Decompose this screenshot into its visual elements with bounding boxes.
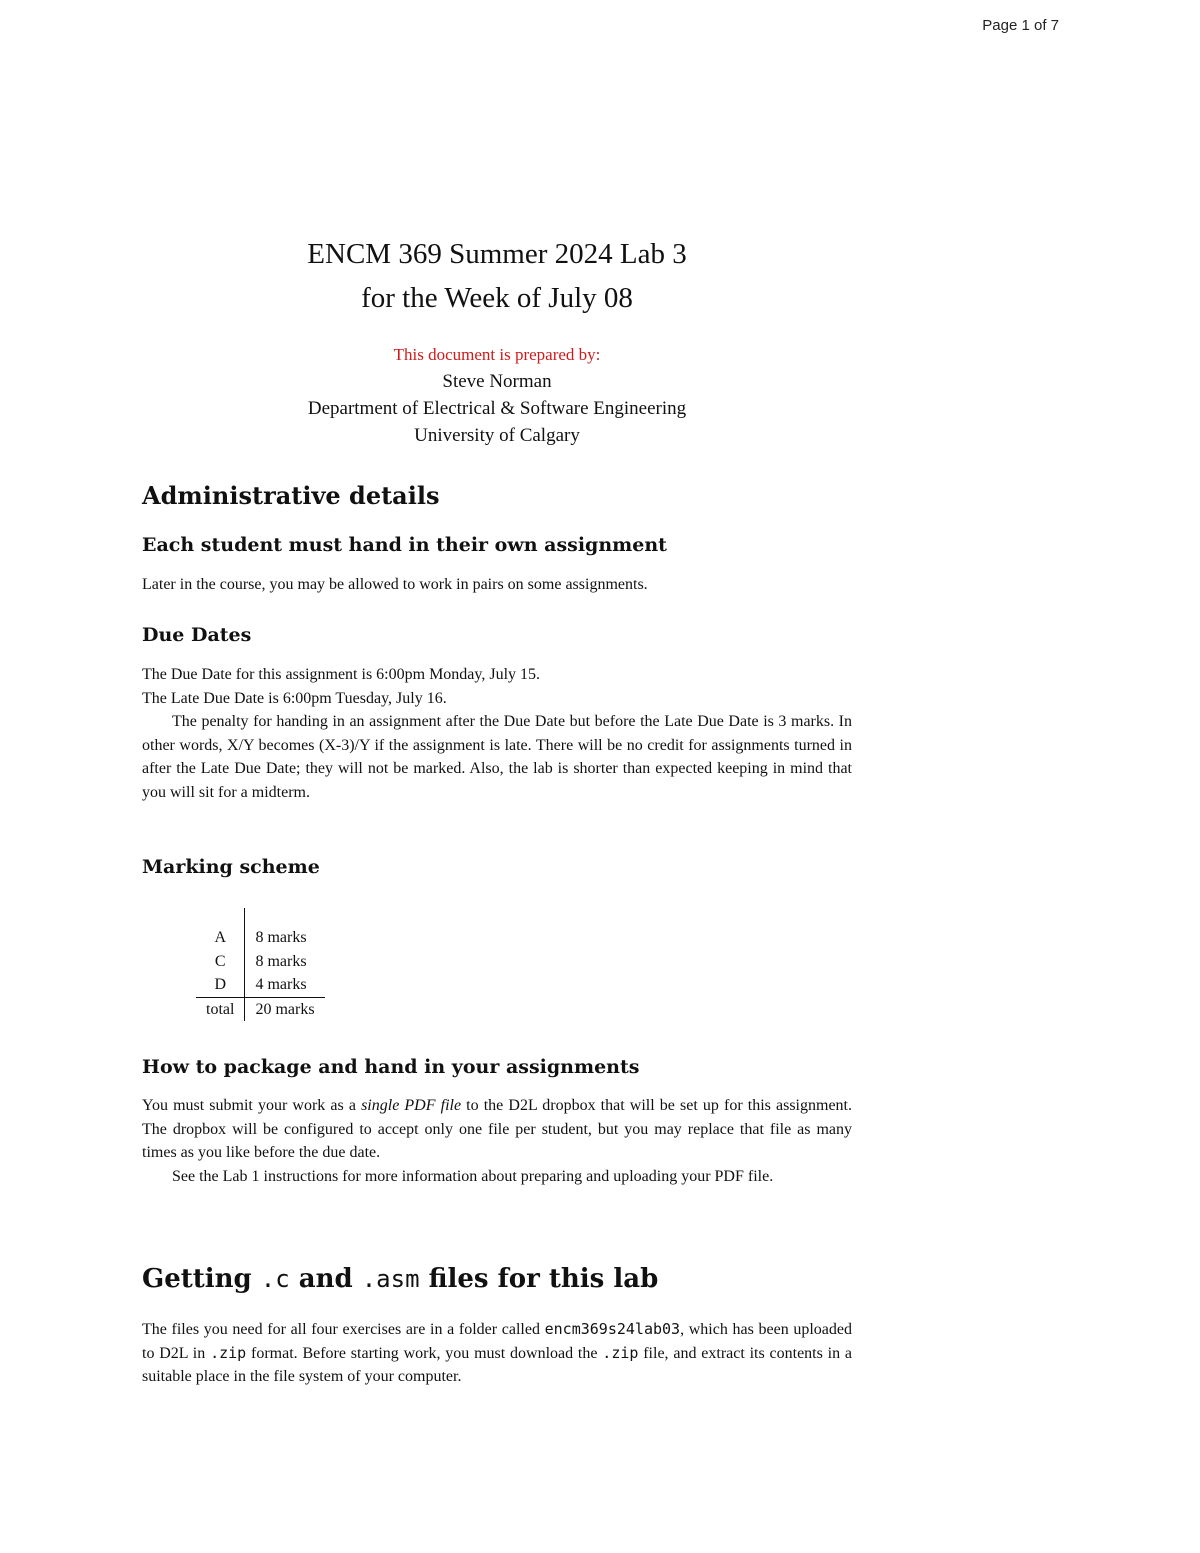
package-paragraph-2: See the Lab 1 instructions for more information about preparing and uploading your PDF file. (172, 1167, 774, 1185)
package-emphasis: single PDF file (361, 1097, 462, 1114)
section-heading-getting (142, 1264, 852, 1294)
marking-label: C (196, 950, 245, 974)
getting-text-block (142, 1318, 852, 1389)
getting-heading-c: .c (260, 1265, 290, 1293)
getting-heading-and: and (289, 1264, 362, 1294)
marking-label: D (196, 973, 245, 997)
admin-heading-block (142, 481, 852, 510)
title-block (0, 232, 994, 449)
document-title: ENCM 369 Summer 2024 Lab 3 (307, 238, 687, 270)
due-dates-heading-block (142, 624, 852, 646)
getting-heading-text-a: Getting (142, 1264, 261, 1294)
zip-extension: .zip (602, 1343, 639, 1362)
marking-table-block (196, 908, 496, 1021)
subsection-heading-due: Due Dates (142, 624, 252, 646)
author-name: Steve Norman (442, 371, 552, 392)
author-department: Department of Electrical & Software Engineering (307, 398, 687, 419)
own-assignment-text: Later in the course, you may be allowed to work in pairs on some assignments. (142, 576, 648, 593)
due-dates-text-block (142, 663, 852, 804)
marking-table (196, 908, 325, 1021)
due-date-line: The Due Date for this assignment is 6:00pm Monday, July 15. (142, 666, 541, 683)
getting-text-a: The files you need for all four exercises are in a folder called (142, 1321, 545, 1338)
package-text-block (142, 1094, 852, 1188)
marking-row (196, 950, 325, 974)
getting-paragraph (142, 1318, 852, 1389)
getting-heading-block (142, 1264, 852, 1294)
subsection-heading-marking: Marking scheme (142, 856, 320, 878)
getting-text-b: , which has been uploaded to D2L in (142, 1321, 852, 1362)
marking-total-value: 20 marks (245, 997, 325, 1021)
package-text-b: to the D2L dropbox that will be set up for this assignment. The dropbox will be configured to accept only one file per student, but you may replace that file as many times as you like before the due date. (142, 1097, 852, 1161)
section-heading-admin: Administrative details (142, 481, 440, 510)
marking-total-row (196, 997, 325, 1021)
penalty-paragraph: The penalty for handing in an assignment after the Due Date but before the Late Due Date is 3 marks. In other words, X/Y becomes (X-3)/Y if the assignment is late. There will be no credit for assignments turned in after the Late Due Date; they will not be marked. Also, the lab is shorter than expected keeping in mind that you will sit for a midterm. (142, 713, 852, 801)
subsection-heading-own: Each student must hand in their own assignment (142, 534, 667, 556)
package-text-a: You must submit your work as a (142, 1097, 362, 1114)
zip-extension: .zip (210, 1343, 247, 1362)
folder-name: encm369s24lab03 (544, 1320, 681, 1338)
marking-row (196, 973, 325, 997)
marking-row (196, 926, 325, 950)
marking-heading-block (142, 856, 852, 878)
author-university: University of Calgary (414, 425, 580, 446)
package-paragraph-1 (142, 1094, 852, 1165)
getting-text-d: file, and extract its contents in a suitable place in the file system of your computer. (142, 1344, 853, 1385)
marking-value: 4 marks (255, 976, 307, 993)
marking-value: 8 marks (255, 929, 307, 946)
getting-heading-asm: .asm (361, 1265, 420, 1293)
marking-label: A (196, 926, 245, 950)
package-heading-block (142, 1056, 852, 1078)
marking-value: 8 marks (255, 952, 307, 970)
marking-total-label: total (196, 997, 245, 1021)
own-assignment-text-block (142, 573, 852, 597)
document-subtitle: for the Week of July 08 (361, 282, 633, 314)
own-assignment-block (142, 534, 852, 556)
page-number: Page 1 of 7 (982, 17, 1059, 34)
prepared-by-label: This document is prepared by: (393, 345, 601, 364)
subsection-heading-package: How to package and hand in your assignments (142, 1056, 640, 1078)
getting-text-c: format. Before starting work, you must download the (246, 1344, 603, 1362)
getting-heading-text-b: files for this lab (419, 1264, 659, 1294)
late-due-date-line: The Late Due Date is 6:00pm Tuesday, July 16. (142, 689, 447, 707)
